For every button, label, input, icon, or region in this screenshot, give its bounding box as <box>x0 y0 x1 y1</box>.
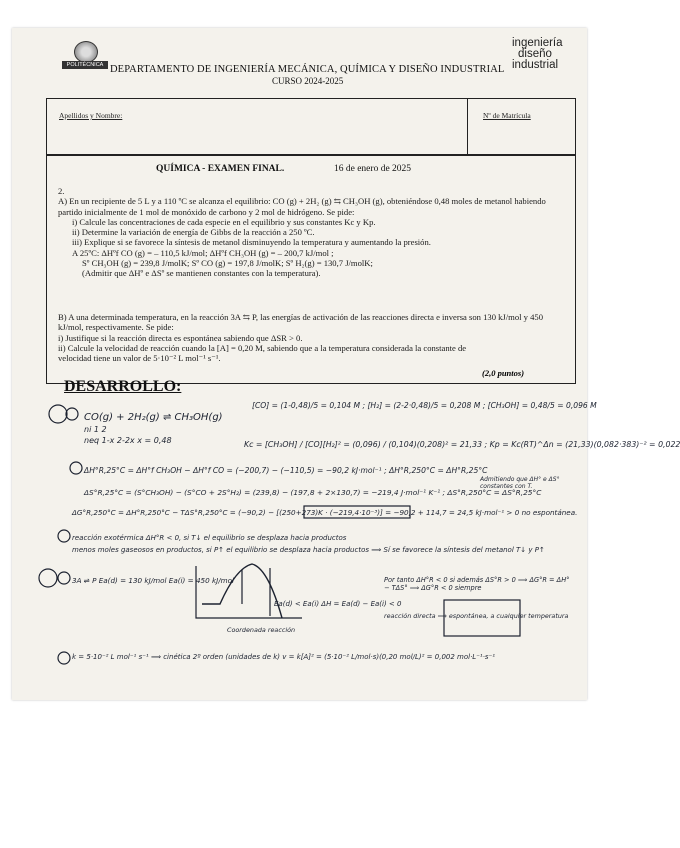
brand-line: ingeniería <box>512 37 563 49</box>
handwritten-initial: ni 1 2 <box>84 425 107 434</box>
course-year: CURSO 2024-2025 <box>272 76 344 86</box>
handwritten-gibbs: ΔG°R,250°C = ΔH°R,250°C − TΔS°R,250°C = (−90,2) − [(250+273)K · (−219,4·10⁻³)] = −90,2 + 114,7 = 24,5 kJ·mol⁻¹ > 0 no espontánea. <box>72 508 578 517</box>
university-band: POLITÉCNICA <box>62 61 108 69</box>
handwritten-spontaneity: Por tanto ΔH°R < 0 si además ΔS°R > 0 ⟹ ΔG°R = ΔH° − TΔS° ⟹ ΔG°R < 0 siempre <box>384 576 570 592</box>
matricula-label: Nº de Matrícula <box>483 111 531 120</box>
name-label: Apellidos y Nombre: <box>59 111 123 120</box>
energy-diagram-axes <box>196 566 302 618</box>
handwritten-enthalpy: ΔH°R,25°C = ΔH°f CH₃OH − ΔH°f CO = (−200,7) − (−110,5) = −90,2 kJ·mol⁻¹ ; ΔH°R,250°C = ΔH°R,25°C <box>84 466 488 475</box>
handwritten-entropy: ΔS°R,25°C = (S°CH₃OH) − (S°CO + 2S°H₂) = (239,8) − (197,8 + 2×130,7) = −219,4 J·mol⁻¹ K⁻¹ ; ΔS°R,250°C = ΔS°R,25°C <box>84 488 542 497</box>
handwritten-reaction: CO(g) + 2H₂(g) ⇌ CH₃OH(g) <box>84 412 223 423</box>
spontaneity-box <box>444 600 520 636</box>
handwritten-rate: k = 5·10⁻² L mol⁻¹ s⁻¹ ⟹ cinética 2º orden (unidades de k) v = k[A]² = (5·10⁻² L/mol·s)(0,20 mol/L)² = 0,002 mol·L⁻¹·s⁻¹ <box>72 653 496 661</box>
circled-iii-marker <box>58 530 70 542</box>
part-b-intro: B) A una determinada temperatura, en la reacción 3A ⇆ P, las energías de activación de las reacciones directa e inversa son 130 kJ/mol y 450 kJ/mol, respectivamente. Se pide: <box>58 312 544 333</box>
handwritten-marks <box>12 28 587 700</box>
part-a-data: A 25ºC: ΔHºf CO (g) = – 110,5 kJ/mol; ΔHºf CH₃OH (g) = – 200,7 kJ/mol ; <box>72 247 334 258</box>
handwritten-ea-compare: Ea(d) < Ea(i) ΔH = Ea(d) − Ea(i) < 0 <box>274 600 402 608</box>
handwritten-part-b-data: 3A ⇌ P Ea(d) = 130 kJ/mol Ea(i) = 450 kJ/mol <box>72 576 235 585</box>
points-label: (2,0 puntos) <box>482 368 525 378</box>
handwritten-explanation-1: reacción exotérmica ΔH°R < 0, si T↓ el equilibrio se desplaza hacia productos <box>72 534 347 542</box>
part-a-intro: A) En un recipiente de 5 L y a 110 ºC se alcanza el equilibrio: CO (g) + 2H₂ (g) ⇆ CH₃OH (g), obteniéndose 0,48 moles de metanol habiendo partido inicialmente de 1 mol de monóxido de carbono y 2 mol de hidrógeno. Se pide: <box>58 196 546 217</box>
handwritten-note: Admitiendo que ΔH° e ΔS° constantes con T. <box>480 476 560 490</box>
handwritten-concentrations: [CO] = (1-0,48)/5 = 0,104 M ; [H₂] = (2-2·0,48)/5 = 0,208 M ; [CH₃OH] = 0,48/5 = 0,096 M <box>252 401 597 410</box>
energy-diagram-xlabel: Coordenada reacción <box>227 626 296 634</box>
handwritten-equilibrium: neq 1-x 2-2x x = 0,48 <box>84 436 172 445</box>
exam-sheet <box>12 28 680 700</box>
question-number: 2. <box>58 186 65 196</box>
part-a-data: Sº CH₃OH (g) = 239,8 J/molK; Sº CO (g) = 197,8 J/molK; Sº H₂(g) = 130,7 J/molK; <box>82 258 373 269</box>
circled-b-i-marker <box>58 572 70 584</box>
brand-line: industrial <box>512 59 559 71</box>
circled-i-marker <box>66 408 78 420</box>
desarrollo-heading: DESARROLLO: <box>64 378 182 395</box>
part-a-data: (Admitir que ΔHº e ΔSº se mantienen constantes con la temperatura). <box>82 268 321 279</box>
handwritten-kc-kp: Kc = [CH₃OH] / [CO][H₂]² = (0,096) / (0,104)(0,208)² = 21,33 ; Kp = Kc(RT)^Δn = (21,33)(0,082·383)⁻² = 0,022 <box>244 440 680 449</box>
exam-date: 16 de enero de 2025 <box>334 164 412 174</box>
part-a-item: ii) Determine la variación de energía de Gibbs de la reacción a 250 ºC. <box>72 227 315 238</box>
circled-a-marker <box>49 405 67 423</box>
circled-b-marker <box>39 569 57 587</box>
circled-ii-marker <box>70 462 82 474</box>
handwritten-spontaneity-2: reacción directa ⟹ espontánea, a cualquier temperatura <box>384 612 569 620</box>
department-title: DEPARTAMENTO DE INGENIERÍA MECÁNICA, QUÍMICA Y DISEÑO INDUSTRIAL <box>110 64 505 75</box>
part-b-item: ii) Calcule la velocidad de reacción cuando la [A] = 0,20 M, sabiendo que a la temperatura considerada la constante de velocidad tiene un valor de 5·10⁻² L mol⁻¹ s⁻¹. <box>58 342 467 364</box>
circled-b-ii-marker <box>58 652 70 664</box>
part-b-item: i) Justifique si la reacción directa es espontánea sabiendo que ΔSR > 0. <box>58 332 303 343</box>
part-a-item: iii) Explique si se favorece la síntesis de metanol disminuyendo la temperatura y aumentando la presión. <box>72 237 431 248</box>
exam-title: QUÍMICA - EXAMEN FINAL. <box>156 164 285 174</box>
handwritten-explanation-2: menos moles gaseosos en productos, si P↑ el equilibrio se desplaza hacia productos ⟹ Sí se favorece la síntesis del metanol T↓ y P↑ <box>72 546 545 554</box>
part-a-item: i) Calcule las concentraciones de cada especie en el equilibrio y sus constantes Kc y Kp. <box>72 216 376 227</box>
brand-line: diseño <box>518 48 552 60</box>
gibbs-result-box <box>304 506 410 518</box>
